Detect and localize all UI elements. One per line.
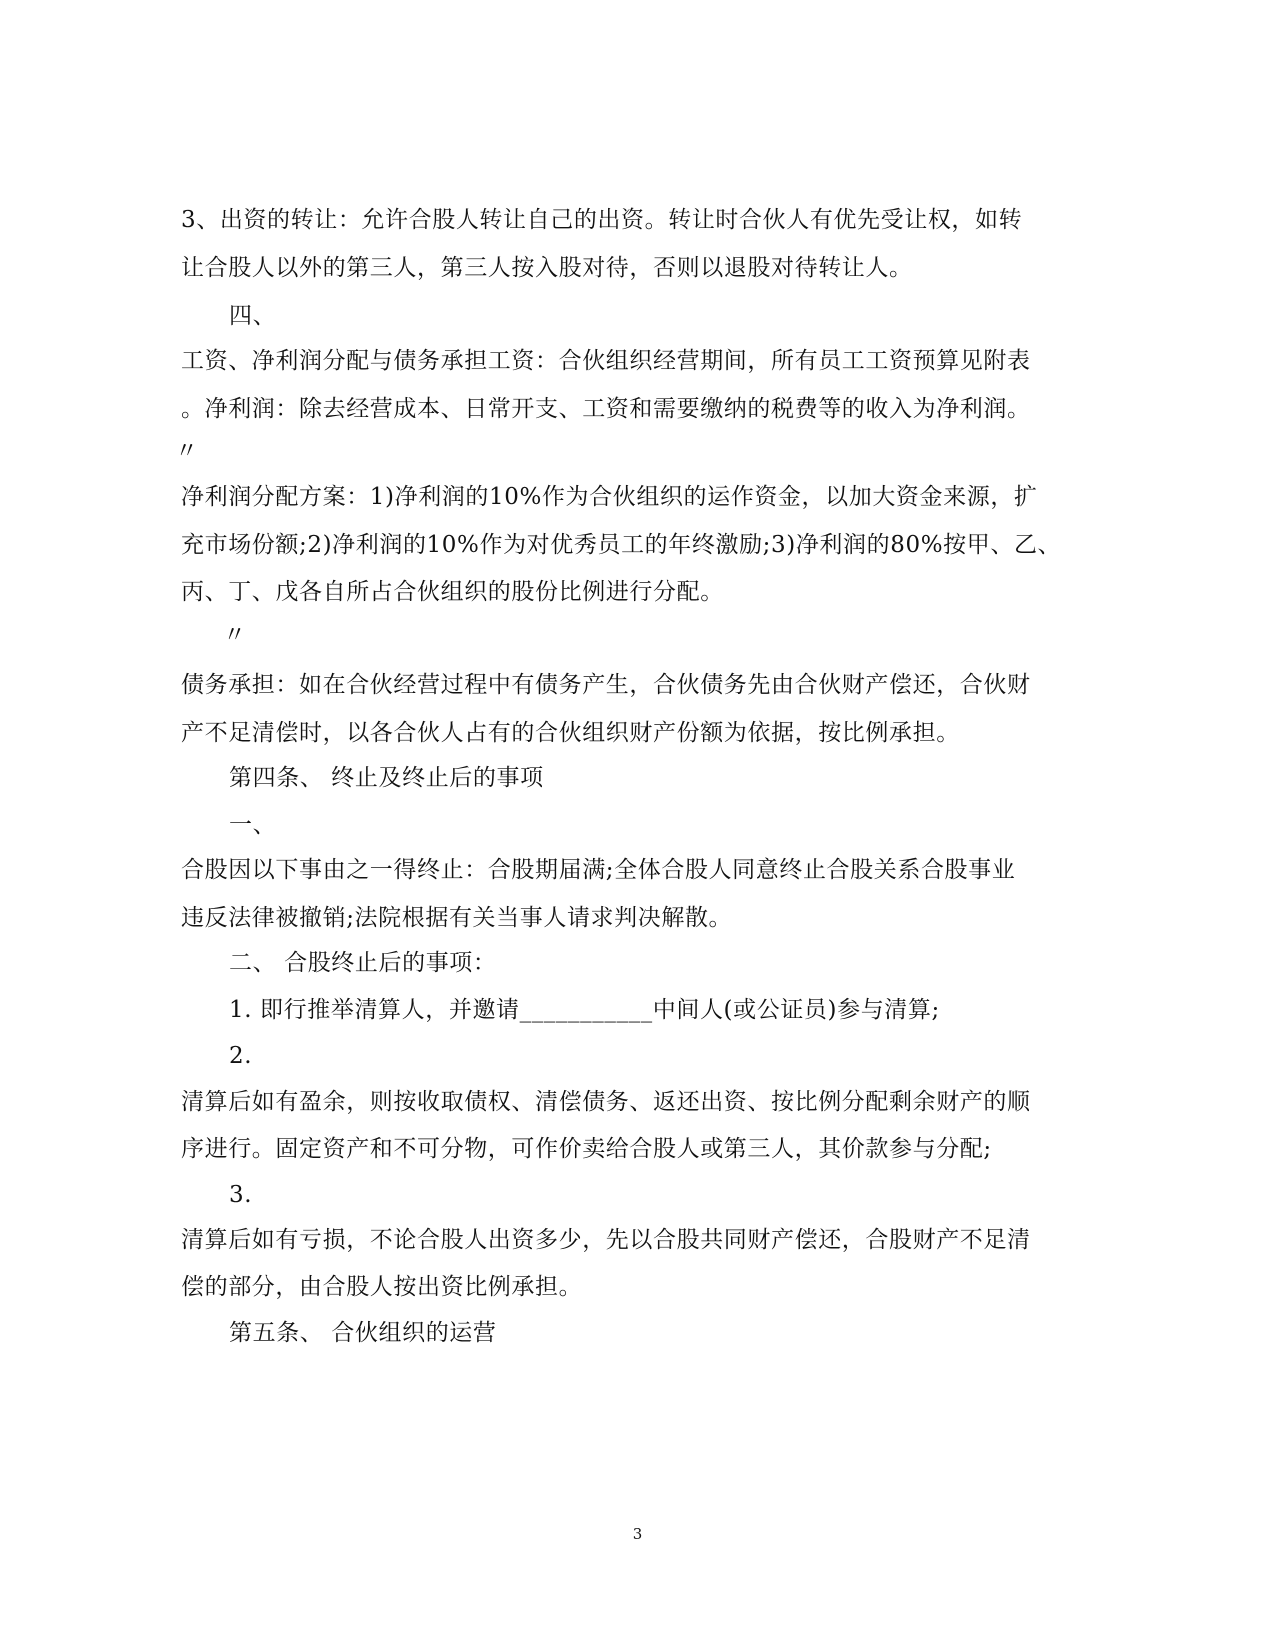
ditto-mark: 〃 <box>223 622 247 648</box>
page-number: 3 <box>632 1525 643 1543</box>
list-number: 3. <box>229 1182 253 1208</box>
paragraph-line: 。净利润：除去经营成本、日常开支、工资和需要缴纳的税费等的收入为净利润。 <box>181 396 1031 422</box>
paragraph-line: 充市场份额;2)净利润的10%作为对优秀员工的年终激励;3)净利润的80%按甲、乙、 <box>181 532 1062 558</box>
paragraph-line: 清算后如有亏损，不论合股人出资多少，先以合股共同财产偿还，合股财产不足清 <box>181 1227 1031 1253</box>
paragraph-line: 清算后如有盈余，则按收取债权、清偿债务、返还出资、按比例分配剩余财产的顺 <box>181 1089 1031 1115</box>
paragraph-line: 债务承担：如在合伙经营过程中有债务产生，合伙债务先由合伙财产偿还，合伙财 <box>181 672 1031 698</box>
paragraph-line: 3、出资的转让：允许合股人转让自己的出资。转让时合伙人有优先受让权，如转 <box>181 207 1023 233</box>
list-number: 2. <box>229 1043 253 1069</box>
paragraph-line: 合股因以下事由之一得终止：合股期届满;全体合股人同意终止合股关系合股事业 <box>181 857 1016 883</box>
article-heading: 第四条、 终止及终止后的事项 <box>229 765 544 791</box>
paragraph-line: 产不足清偿时，以各合伙人占有的合伙组织财产份额为依据，按比例承担。 <box>181 720 960 746</box>
paragraph-line: 让合股人以外的第三人，第三人按入股对待，否则以退股对待转让人。 <box>181 255 913 281</box>
section-heading: 四、 <box>229 303 277 329</box>
article-heading: 第五条、 合伙组织的运营 <box>229 1320 497 1346</box>
paragraph-line: 违反法律被撤销;法院根据有关当事人请求判决解散。 <box>181 905 733 931</box>
paragraph-line: 丙、丁、戊各自所占合伙组织的股份比例进行分配。 <box>181 579 724 605</box>
list-item: 1. 即行推举清算人，并邀请___________中间人(或公证员)参与清算; <box>229 997 940 1023</box>
paragraph-line: 工资、净利润分配与债务承担工资：合伙组织经营期间，所有员工工资预算见附表 <box>181 348 1031 374</box>
section-heading: 二、 合股终止后的事项： <box>229 950 497 976</box>
paragraph-line: 偿的部分，由合股人按出资比例承担。 <box>181 1274 583 1300</box>
ditto-mark: 〃 <box>175 438 199 464</box>
paragraph-line: 序进行。固定资产和不可分物，可作价卖给合股人或第三人，其价款参与分配; <box>181 1136 992 1162</box>
paragraph-line: 净利润分配方案：1)净利润的10%作为合伙组织的运作资金，以加大资金来源，扩 <box>181 484 1038 510</box>
section-heading: 一、 <box>229 812 277 838</box>
